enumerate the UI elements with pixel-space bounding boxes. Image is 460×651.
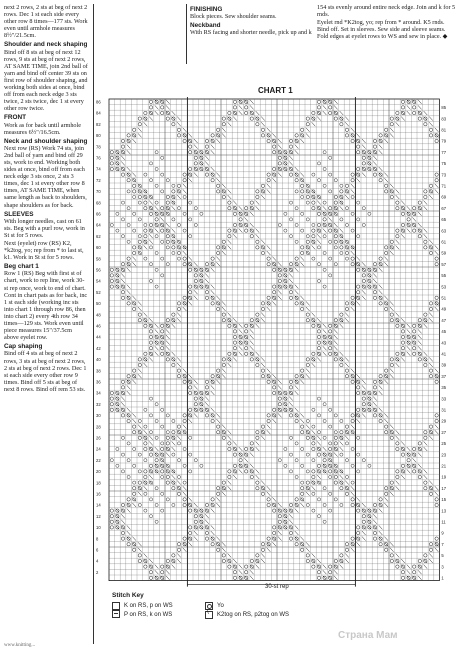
row-number: 11 [441,519,446,525]
row-number: 13 [441,508,447,514]
row-number: 65 [441,217,447,223]
key-label: K on RS, p on WS [124,602,173,609]
row-number: 58 [96,256,101,262]
row-number: 75 [441,161,447,167]
finishing-column [190,4,320,37]
row-number: 60 [96,245,101,251]
row-number: 81 [441,127,447,133]
row-number: 68 [96,200,101,206]
row-number: 56 [96,267,101,273]
row-number: 22 [96,457,101,463]
section-text: Bind off 8 sts at beg of next 12 rows, 9 sts at beg of next 2 rows, AT SAME TIME, join 2nd ball of yarn and bind off center 39 sts on first row of shoulder shaping, and working both sides at once, bind off from each neck edge 3 sts twice, 2 sts twice, dec 1 st every other row twice. [4,48,88,113]
row-number: 67 [441,205,447,211]
row-number: 49 [441,306,447,312]
row-number: 46 [96,323,101,329]
stitch-key-title: Stitch Key [112,592,144,599]
row-number: 53 [441,284,447,290]
row-number: 10 [96,525,101,531]
row-number: 57 [441,261,447,267]
row-number: 7 [441,541,444,547]
row-number: 1 [441,575,444,581]
section-text: 154 sts evenly around entire neck edge. Join and k for 5 rnds. [317,4,456,19]
row-number: 72 [96,177,101,183]
section-heading: FRONT [4,114,27,122]
section-heading: FINISHING [190,6,223,13]
section-text: With RS facing and shorter needle, pick up and k [190,29,312,37]
row-number: 80 [96,133,101,139]
row-number: 62 [96,233,101,239]
section-heading: SLEEVES [4,210,34,218]
row-number: 43 [441,340,447,346]
row-number: 24 [96,446,101,452]
row-number: 66 [96,211,101,217]
section-text: Next row (RS) Work 74 sts, join 2nd ball of yarn and bind off 29 sts, work to end. Working both sides at once, bind off from each neck edge 3 sts once, 2 sts 3 times, dec 1 st every other row 8 times, AT SAME TIME, when same length as back to shoulders, shape shoulders as for back. [4,144,87,209]
row-number: 52 [96,289,101,295]
row-number: 74 [96,166,101,172]
row-number: 64 [96,222,101,228]
row-number: 17 [441,485,447,491]
section-text: With longer needles, cast on 61 sts. Beg with a purl row, work in St st for 5 rows. [4,217,85,239]
watermark: Страна Мам [338,630,398,641]
row-number: 4 [96,558,99,564]
row-number: 37 [441,373,447,379]
stitch-key-continued [205,592,289,619]
knit-symbol-icon [112,602,120,610]
row-number: 45 [441,329,447,335]
row-number: 3 [441,564,444,570]
key-item [112,601,173,610]
row-number: 34 [96,390,101,396]
row-number: 50 [96,301,101,307]
row-number: 16 [96,491,101,497]
row-number: 6 [96,547,99,553]
row-number: 69 [441,194,447,200]
row-number: 23 [441,452,447,458]
row-number: 79 [441,138,447,144]
chart-title: CHART 1 [258,86,293,95]
row-number: 8 [96,536,99,542]
column-divider [93,4,94,644]
row-number: 18 [96,480,101,486]
row-number: 31 [441,407,447,413]
row-number: 84 [96,110,101,116]
row-number: 78 [96,144,101,150]
row-number: 55 [441,273,447,279]
section-heading: Shoulder and neck shaping [4,41,88,49]
section-text: Next (eyelet) row (RS) K2, *k2tog, yo; rep from * to last st, k1. Work in St st for 5 rows. [4,240,84,262]
row-number: 26 [96,435,101,441]
row-number: 33 [441,396,447,402]
row-number: 44 [96,334,101,340]
row-number: 21 [441,463,447,469]
key-item [112,610,173,619]
intro-paragraph: next 2 rows, 2 sts at beg of next 2 rows. Dec 1 st each side every other row 8 times—177 sts. Work even until armhole measures 8½"/21.5cm. [4,4,88,40]
key-item [205,601,289,610]
row-number: 73 [441,172,447,178]
row-number: 20 [96,469,101,475]
row-number: 85 [441,105,447,111]
row-number: 27 [441,429,447,435]
row-number: 30 [96,413,101,419]
row-number: 35 [441,385,447,391]
row-number: 14 [96,502,101,508]
section-heading: Neck and shoulder shaping [4,137,88,145]
row-number: 2 [96,569,99,575]
row-number: 77 [441,149,447,155]
row-number: 9 [441,530,444,536]
row-number: 5 [441,553,444,559]
purl-symbol-icon [112,610,120,618]
section-text: Eyelet rnd *K2tog, yo; rep from * around. K5 rnds. Bind off. Set in sleeves. Sew side and sleeve seams. Fold edges at eyelet rows to WS and sew in place. ◆ [317,19,448,41]
row-number: 82 [96,121,101,127]
row-number: 61 [441,239,447,245]
row-number: 48 [96,312,101,318]
stitch-key [112,592,173,619]
row-number: 86 [96,99,101,105]
section-text: Work as for back until armhole measures 6½"/16.5cm. [4,121,81,136]
section-text: Block pieces. Sew shoulder seams. [190,13,277,21]
row-number: 41 [441,351,447,357]
row-number: 40 [96,357,101,363]
knitting-chart [95,95,455,587]
row-number: 19 [441,474,447,480]
key-label: K2tog on RS, p2tog on WS [217,611,290,618]
yarn-over-symbol-icon [205,602,213,610]
section-heading: Neckband [190,22,221,30]
section-text: Row 1 (RS) Beg with first st of chart, work to rep line, work 30-st rep once, work to end of chart. Cont in chart pats as for back, inc 1 st each side (working inc sts into chart 1 through row 86, then into chart 2) every 4th row 34 times—129 sts. Work even until piece measures 15"/37.5cm above eyelet row. [4,270,88,342]
row-number: 29 [441,418,447,424]
row-number: 32 [96,401,101,407]
row-number: 59 [441,250,447,256]
key-item [205,610,289,619]
row-number: 36 [96,379,101,385]
row-number: 28 [96,424,101,430]
row-number: 54 [96,278,101,284]
key-label: P on RS, k on WS [124,611,173,618]
page-footer: www.knitting... [4,643,36,648]
row-number: 39 [441,362,447,368]
key-label: Yo [217,602,224,609]
row-number: 83 [441,116,447,122]
left-text-column [4,4,88,394]
row-number: 25 [441,441,447,447]
section-heading: Beg chart 1 [4,263,39,271]
row-number: 42 [96,345,101,351]
neckband-column [317,4,457,41]
section-heading: Cap shaping [4,343,43,351]
row-number: 47 [441,317,447,323]
row-number: 15 [441,497,447,503]
row-number: 12 [96,513,101,519]
k2tog-symbol-icon [205,611,213,619]
row-number: 76 [96,155,101,161]
section-text: Bind off 4 sts at beg of next 2 rows, 3 sts at beg of next 2 rows, 2 sts at beg of next 2 rows. Dec 1 st each side every other row 9 times. Bind off 5 sts at beg of next 8 rows. Bind off rem 53 sts. [4,350,87,393]
row-number: 63 [441,228,447,234]
row-number: 51 [441,295,447,301]
row-number: 38 [96,368,101,374]
row-number: 71 [441,183,447,189]
row-number: 70 [96,189,101,195]
column-divider-top [186,4,187,64]
repeat-label: 30-st rep [265,584,289,590]
